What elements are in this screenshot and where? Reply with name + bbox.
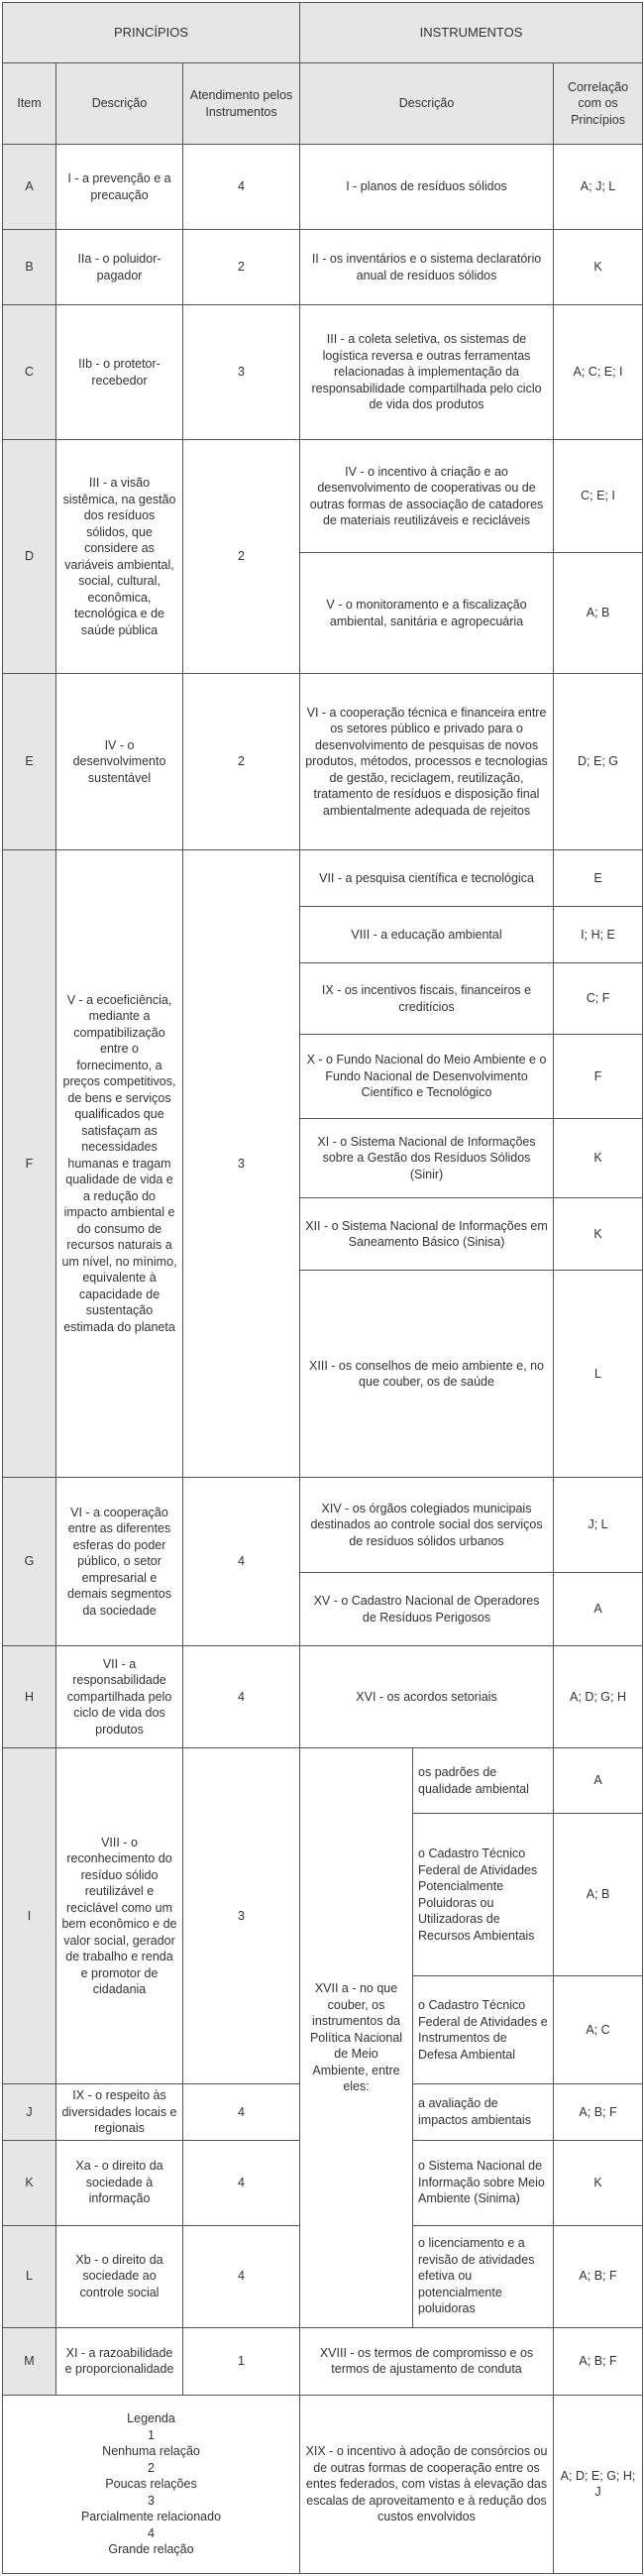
legend-line: 1 — [148, 2427, 155, 2442]
table-row — [3, 1646, 643, 1748]
instrument-description: XI - o Sistema Nacional de Informações sobre a Gestão dos Resíduos Sólidos (Sinir) — [300, 1119, 554, 1198]
instrument-description: XIX - o incentivo à adoção de consórcios ou de outras formas de cooperação entre os entes federados, com vistas à elevação das escalas de aproveitamento e à redução dos custos envolvidos — [300, 2395, 554, 2574]
instrument-correlation: K — [554, 230, 643, 305]
item-cell: L — [3, 2225, 56, 2327]
instrument-correlation: C; E; I — [554, 440, 643, 553]
table-row — [3, 230, 643, 305]
instrument-description: XII - o Sistema Nacional de Informações em Saneamento Básico (Sinisa) — [300, 1198, 554, 1271]
principle-description: VII - a responsabilidade compartilhada pelo ciclo de vida dos produtos — [56, 1646, 183, 1748]
table-row — [3, 850, 643, 907]
principle-count: 2 — [183, 674, 300, 850]
xvii-sub-correlation: A — [554, 1748, 643, 1814]
instrument-description: IV - o incentivo à criação e ao desenvolvimento de cooperativas ou de outras formas de associação de catadores de materiais reutilizáveis e recicláveis — [300, 440, 554, 553]
xvii-sub-description: o Cadastro Técnico Federal de Atividades Potencialmente Poluidoras ou Utilizadoras de Recursos Ambientais — [413, 1814, 554, 1976]
instrument-correlation: A; D; E; G; H; J — [554, 2395, 643, 2574]
xvii-sub-correlation: A; B — [554, 1814, 643, 1976]
item-cell: J — [3, 2084, 56, 2141]
instrument-correlation: L — [554, 1271, 643, 1478]
instrument-description: IX - os incentivos fiscais, financeiros e creditícios — [300, 963, 554, 1035]
item-cell: H — [3, 1646, 56, 1748]
legend-line: Parcialmente relacionado — [80, 2510, 222, 2523]
item-cell: G — [3, 1478, 56, 1646]
item-cell: D — [3, 440, 56, 674]
principle-description: Xa - o direito da sociedade à informação — [56, 2140, 183, 2225]
principle-description: XI - a razoabilidade e proporcionalidade — [56, 2327, 183, 2395]
instrument-correlation: K — [554, 1119, 643, 1198]
instrument-correlation: A; J; L — [554, 145, 643, 230]
xvii-instrument-label: XVII a - no que couber, os instrumentos da Política Nacional de Meio Ambiente, entre eles: — [300, 1748, 413, 2328]
table-header-top — [3, 3, 643, 63]
principle-count: 3 — [183, 1748, 300, 2084]
principle-count: 4 — [183, 2140, 300, 2225]
table-row — [3, 1478, 643, 1573]
item-cell: F — [3, 850, 56, 1478]
legend-title: Legenda — [127, 2411, 175, 2425]
legend-line: 3 — [148, 2493, 155, 2508]
instrument-correlation: A; B — [554, 553, 643, 674]
legend-line: 4 — [148, 2525, 155, 2540]
instrument-description: XV - o Cadastro Nacional de Operadores de Resíduos Perigosos — [300, 1573, 554, 1646]
instrument-description: VII - a pesquisa científica e tecnológica — [300, 850, 554, 907]
instrument-correlation: A; C; E; I — [554, 305, 643, 440]
xvii-sub-description: os padrões de qualidade ambiental — [413, 1748, 554, 1814]
item-cell: B — [3, 230, 56, 305]
principle-description: Xb - o direito da sociedade ao controle social — [56, 2225, 183, 2327]
principle-count: 3 — [183, 305, 300, 440]
table-row — [3, 440, 643, 553]
instrument-correlation: J; L — [554, 1478, 643, 1573]
principle-description: V - a ecoeficiência, mediante a compatibilização entre o fornecimento, a preços competitivos, de bens e serviços qualificados que satisfaçam as necessidades humanas e tragam qualidade de vida e a redução do impacto ambiental e do consumo de recursos naturais a um nível, no mínimo, equivalente à capacidade de sustentação estimada do planeta — [56, 850, 183, 1478]
instrument-description: V - o monitoramento e a fiscalização ambiental, sanitária e agropecuária — [300, 553, 554, 674]
instrument-description: XVIII - os termos de compromisso e os termos de ajustamento de conduta — [300, 2327, 554, 2395]
principle-count: 4 — [183, 1478, 300, 1646]
legend-line: Nenhuma relação — [102, 2444, 200, 2458]
table-row — [3, 2395, 643, 2574]
xvii-sub-description: a avaliação de impactos ambientais — [413, 2084, 554, 2141]
instrument-correlation: A; D; G; H — [554, 1646, 643, 1748]
instrument-description: III - a coleta seletiva, os sistemas de logística reversa e outras ferramentas relacionadas à implementação da responsabilidade compartilhada pelo ciclo de vida dos produtos — [300, 305, 554, 440]
legend — [3, 2395, 300, 2574]
item-cell: A — [3, 145, 56, 230]
instrument-correlation: K — [554, 1198, 643, 1271]
instrument-correlation: F — [554, 1035, 643, 1119]
xvii-sub-correlation: A; B; F — [554, 2225, 643, 2327]
instrument-description-header: Descrição — [300, 63, 554, 145]
principle-count: 3 — [183, 850, 300, 1478]
principle-description: VI - a cooperação entre as diferentes esferas do poder público, o setor empresarial e demais segmentos da sociedade — [56, 1478, 183, 1646]
instrument-description: II - os inventários e o sistema declaratório anual de resíduos sólidos — [300, 230, 554, 305]
instrument-description: XIII - os conselhos de meio ambiente e, no que couber, os de saúde — [300, 1271, 554, 1478]
xvii-sub-description: o Cadastro Técnico Federal de Atividades e Instrumentos de Defesa Ambiental — [413, 1976, 554, 2084]
principle-count: 4 — [183, 1646, 300, 1748]
item-cell: M — [3, 2327, 56, 2395]
instrument-correlation: C; F — [554, 963, 643, 1035]
principle-description: IX - o respeito às diversidades locais e regionais — [56, 2084, 183, 2141]
principle-description: I - a prevenção e a precaução — [56, 145, 183, 230]
table-row — [3, 674, 643, 850]
instrument-description: VI - a cooperação técnica e financeira entre os setores público e privado para o desenvolvimento de pesquisas de novos produtos, métodos, processos e tecnologias de gestão, reciclagem, reutilização, tratamento de resíduos e disposição final ambientalmente adequada de rejeitos — [300, 674, 554, 850]
principle-description-header: Descrição — [56, 63, 183, 145]
principle-description: IIb - o protetor-recebedor — [56, 305, 183, 440]
principle-description: IV - o desenvolvimento sustentável — [56, 674, 183, 850]
principios-header: PRINCÍPIOS — [3, 3, 300, 63]
instrument-description: XIV - os órgãos colegiados municipais destinados ao controle social dos serviços de resíduos sólidos urbanos — [300, 1478, 554, 1573]
instrumentos-header: INSTRUMENTOS — [300, 3, 643, 63]
xvii-sub-description: o licenciamento e a revisão de atividades efetiva ou potencialmente poluidoras — [413, 2225, 554, 2327]
instrument-correlation: A; B; F — [554, 2327, 643, 2395]
instrument-description: X - o Fundo Nacional do Meio Ambiente e o Fundo Nacional de Desenvolvimento Científico e Tecnológico — [300, 1035, 554, 1119]
instrument-description: XVI - os acordos setoriais — [300, 1646, 554, 1748]
table-row — [3, 1748, 643, 1814]
legend-line: 2 — [148, 2460, 155, 2475]
xvii-sub-correlation: A; B; F — [554, 2084, 643, 2141]
instrument-correlation: E — [554, 850, 643, 907]
xvii-sub-correlation: A; C — [554, 1976, 643, 2084]
item-cell: C — [3, 305, 56, 440]
principle-count: 4 — [183, 145, 300, 230]
instrument-description: I - planos de resíduos sólidos — [300, 145, 554, 230]
principle-count: 2 — [183, 230, 300, 305]
table-row — [3, 305, 643, 440]
instrument-correlation: D; E; G — [554, 674, 643, 850]
legend-line: Grande relação — [108, 2542, 194, 2556]
xvii-sub-description: o Sistema Nacional de Informação sobre Meio Ambiente (Sinima) — [413, 2140, 554, 2225]
principle-count: 1 — [183, 2327, 300, 2395]
principle-description: VIII - o reconhecimento do resíduo sólido reutilizável e reciclável como um bem econômico e de valor social, gerador de trabalho e renda e promotor de cidadania — [56, 1748, 183, 2084]
legend-line: Poucas relações — [105, 2477, 197, 2491]
item-cell: I — [3, 1748, 56, 2084]
principle-count: 2 — [183, 440, 300, 674]
instrument-description: VIII - a educação ambiental — [300, 907, 554, 963]
xvii-sub-correlation: K — [554, 2140, 643, 2225]
principle-count: 4 — [183, 2084, 300, 2141]
table-row — [3, 2327, 643, 2395]
correlacao-header: Correlação com os Princípios — [554, 63, 643, 145]
principle-count: 4 — [183, 2225, 300, 2327]
atendimento-header: Atendimento pelos Instrumentos — [183, 63, 300, 145]
item-cell: K — [3, 2140, 56, 2225]
item-cell: E — [3, 674, 56, 850]
principle-description: IIa - o poluidor-pagador — [56, 230, 183, 305]
table-row — [3, 145, 643, 230]
instrument-correlation: I; H; E — [554, 907, 643, 963]
item-column-header: Item — [3, 63, 56, 145]
table-header-columns — [3, 63, 643, 145]
principle-description: III - a visão sistêmica, na gestão dos resíduos sólidos, que considere as variáveis ambiental, social, cultural, econômica, tecnológica e de saúde pública — [56, 440, 183, 674]
instrument-correlation: A — [554, 1573, 643, 1646]
principles-instruments-table — [2, 2, 643, 2574]
